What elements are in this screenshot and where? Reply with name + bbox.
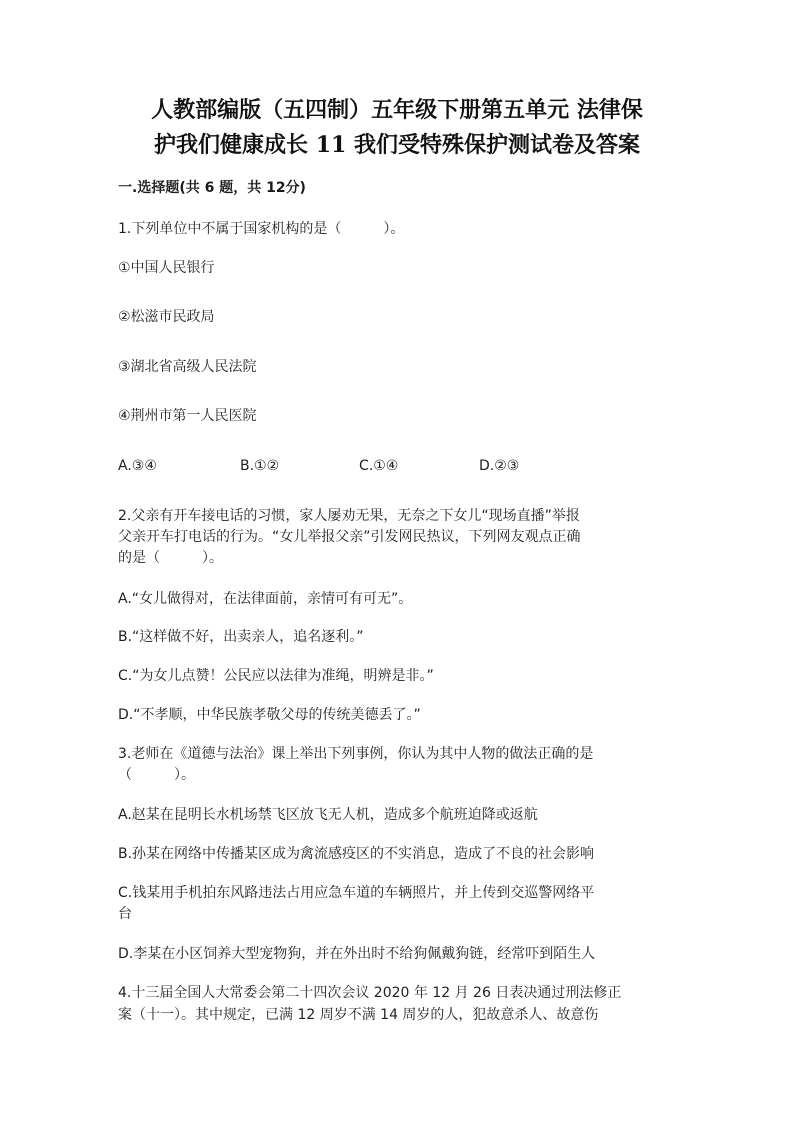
question-1-item-2: ②松滋市民政局 bbox=[118, 309, 215, 325]
question-3-option-d: D.李某在小区饲养大型宠物狗，并在外出时不给狗佩戴狗链，经常吓到陌生人 bbox=[118, 946, 596, 962]
question-2-stem-line-1: 2.父亲有开车接电话的习惯，家人屡劝无果，无奈之下女儿“现场直播”举报 bbox=[118, 508, 580, 524]
question-4-stem-line-1: 4.十三届全国人大常委会第二十四次会议 2020 年 12 月 26 日表决通过刑法修正 bbox=[118, 985, 622, 1001]
question-3-option-b: B.孙某在网络中传播某区成为禽流感疫区的不实消息，造成了不良的社会影响 bbox=[118, 846, 595, 862]
question-1-option-d: D.②③ bbox=[479, 458, 520, 474]
question-2-option-d: D.“不孝顺，中华民族孝敬父母的传统美德丢了。” bbox=[118, 707, 421, 723]
question-2-option-a: A.“女儿做得对，在法律面前，亲情可有可无”。 bbox=[118, 591, 413, 607]
question-2-stem-line-3: 的是（ ）。 bbox=[118, 550, 223, 566]
question-1-item-1: ①中国人民银行 bbox=[118, 260, 215, 276]
question-2-option-c: C.“为女儿点赞！公民应以法律为准绳，明辨是非。” bbox=[118, 668, 434, 684]
question-3-stem-line-1: 3.老师在《道德与法治》课上举出下列事例，你认为其中人物的做法正确的是 bbox=[118, 746, 594, 762]
question-1-option-c: C.①④ bbox=[359, 458, 399, 474]
question-2-option-b: B.“这样做不好，出卖亲人，追名逐利。” bbox=[118, 629, 364, 645]
question-3-stem-line-2: （ ）。 bbox=[118, 767, 195, 783]
question-1-option-b: B.①② bbox=[240, 458, 280, 474]
question-1-item-3: ③湖北省高级人民法院 bbox=[118, 359, 257, 375]
document-title-line-1: 人教部编版（五四制）五年级下册第五单元 法律保 bbox=[151, 97, 643, 123]
section-heading: 一.选择题(共 6 题，共 12分) bbox=[118, 180, 306, 196]
question-1-stem: 1.下列单位中不属于国家机构的是（ ）。 bbox=[118, 221, 405, 237]
question-1-option-a: A.③④ bbox=[118, 458, 157, 474]
question-4-stem-line-2: 案（十一）。其中规定，已满 12 周岁不满 14 周岁的人，犯故意杀人、故意伤 bbox=[118, 1007, 599, 1023]
question-3-option-c-line-2: 台 bbox=[118, 906, 132, 922]
question-3-option-c-line-1: C.钱某用手机拍东风路违法占用应急车道的车辆照片，并上传到交巡警网络平 bbox=[118, 885, 595, 901]
document-title-line-2: 护我们健康成长 11 我们受特殊保护测试卷及答案 bbox=[154, 132, 640, 158]
question-2-stem-line-2: 父亲开车打电话的行为。“女儿举报父亲”引发网民热议，下列网友观点正确 bbox=[118, 529, 581, 545]
question-1-item-4: ④荆州市第一人民医院 bbox=[118, 408, 257, 424]
question-3-option-a: A.赵某在昆明长水机场禁飞区放飞无人机，造成多个航班迫降或返航 bbox=[118, 807, 538, 823]
